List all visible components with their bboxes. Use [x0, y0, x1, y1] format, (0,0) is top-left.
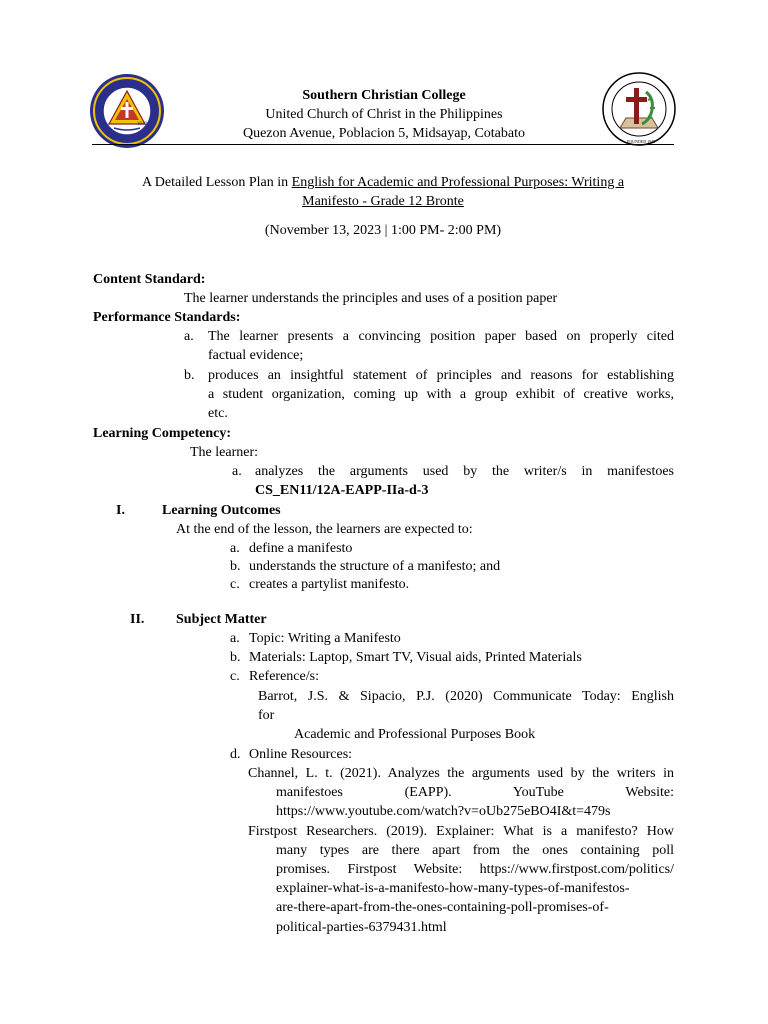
section-one-numeral: I.	[116, 503, 125, 518]
lesson-plan-title-line1	[92, 175, 674, 191]
perf-item-b-line3: etc.	[208, 406, 228, 421]
competency-item-marker: a.	[232, 464, 242, 479]
performance-standards-heading: Performance Standards:	[93, 310, 241, 325]
online-resources-marker: d.	[230, 747, 241, 762]
content-standard-heading: Content Standard:	[93, 272, 206, 287]
outcome-b-text: understands the structure of a manifesto; and	[249, 559, 501, 574]
topic-marker: a.	[230, 631, 240, 646]
references-label: Reference/s:	[249, 669, 319, 684]
perf-item-b-line2: a student organization, coming up with a group exhibit of creative works,	[208, 387, 674, 402]
online-entry2-line6: political-parties-6379431.html	[276, 920, 447, 935]
online-entry1-line1: Channel, L. t. (2021). Analyzes the arguments used by the writers in	[248, 766, 674, 781]
competency-item-text: analyzes the arguments used by the writer/s in manifestoes	[255, 464, 674, 479]
college-address: Quezon Avenue, Poblacion 5, Midsayap, Cotabato	[242, 126, 526, 141]
title-subject-line2: Manifesto - Grade 12 Bronte	[302, 194, 464, 209]
church-logo-founded: FOUNDED 1948	[627, 139, 656, 144]
content-standard-text: The learner understands the principles and uses of a position paper	[184, 291, 558, 306]
perf-item-a-line2: factual evidence;	[208, 348, 304, 363]
reference-line1: Barrot, J.S. & Sipacio, P.J. (2020) Communicate Today: English	[258, 689, 674, 704]
outcome-b-marker: b.	[230, 559, 241, 574]
college-seal-logo	[88, 72, 166, 150]
subject-matter-heading: Subject Matter	[176, 612, 267, 627]
learning-competency-intro: The learner:	[190, 445, 259, 460]
header-divider	[92, 144, 674, 145]
online-entry1-url[interactable]: https://www.youtube.com/watch?v=oUb275eBO4I&t=479s	[276, 804, 611, 819]
perf-item-b-line1: produces an insightful statement of principles and reasons for establishing	[208, 368, 674, 383]
online-entry2-line3: promises. Firstpost Website: https://www.firstpost.com/politics/	[276, 862, 674, 877]
learning-outcomes-intro: At the end of the lesson, the learners are expected to:	[176, 522, 473, 537]
perf-item-a-marker: a.	[184, 329, 194, 344]
outcome-a-text: define a manifesto	[249, 541, 353, 556]
title-subject-line1: English for Academic and Professional Purposes: Writing a	[291, 175, 625, 190]
outcome-c-text: creates a partylist manifesto.	[249, 577, 410, 592]
online-entry2-line4: explainer-what-is-a-manifesto-how-many-types-of-manifestos-	[276, 881, 630, 896]
materials-text: Materials: Laptop, Smart TV, Visual aids, Printed Materials	[249, 650, 582, 665]
outcome-c-marker: c.	[230, 577, 240, 592]
references-marker: c.	[230, 669, 240, 684]
online-entry1-line2: manifestoes (EAPP). YouTube Website:	[276, 785, 674, 800]
competency-code: CS_EN11/12A-EAPP-IIa-d-3	[255, 483, 429, 498]
college-seal-year: 1949	[137, 122, 147, 127]
outcome-a-marker: a.	[230, 541, 240, 556]
lesson-schedule: (November 13, 2023 | 1:00 PM- 2:00 PM)	[264, 223, 502, 238]
learning-competency-heading: Learning Competency:	[93, 426, 232, 441]
church-logo	[600, 70, 678, 148]
reference-line2: for	[258, 708, 275, 723]
online-resources-label: Online Resources:	[249, 747, 353, 762]
topic-text: Topic: Writing a Manifesto	[249, 631, 401, 646]
online-entry2-line5: are-there-apart-from-the-ones-containing-poll-promises-of-	[276, 900, 609, 915]
materials-marker: b.	[230, 650, 241, 665]
college-name: Southern Christian College	[302, 88, 466, 103]
church-name: United Church of Christ in the Philippines	[265, 107, 503, 122]
section-two-numeral: II.	[130, 612, 145, 627]
online-entry2-line1: Firstpost Researchers. (2019). Explainer: What is a manifesto? How	[248, 824, 674, 839]
learning-outcomes-heading: Learning Outcomes	[162, 503, 281, 518]
reference-line3: Academic and Professional Purposes Book	[294, 727, 536, 742]
perf-item-b-marker: b.	[184, 368, 195, 383]
title-prefix: A Detailed Lesson Plan in	[141, 175, 292, 190]
perf-item-a-line1: The learner presents a convincing position paper based on properly cited	[208, 329, 674, 344]
online-entry2-line2: many types are there apart from the ones containing poll	[276, 843, 674, 858]
